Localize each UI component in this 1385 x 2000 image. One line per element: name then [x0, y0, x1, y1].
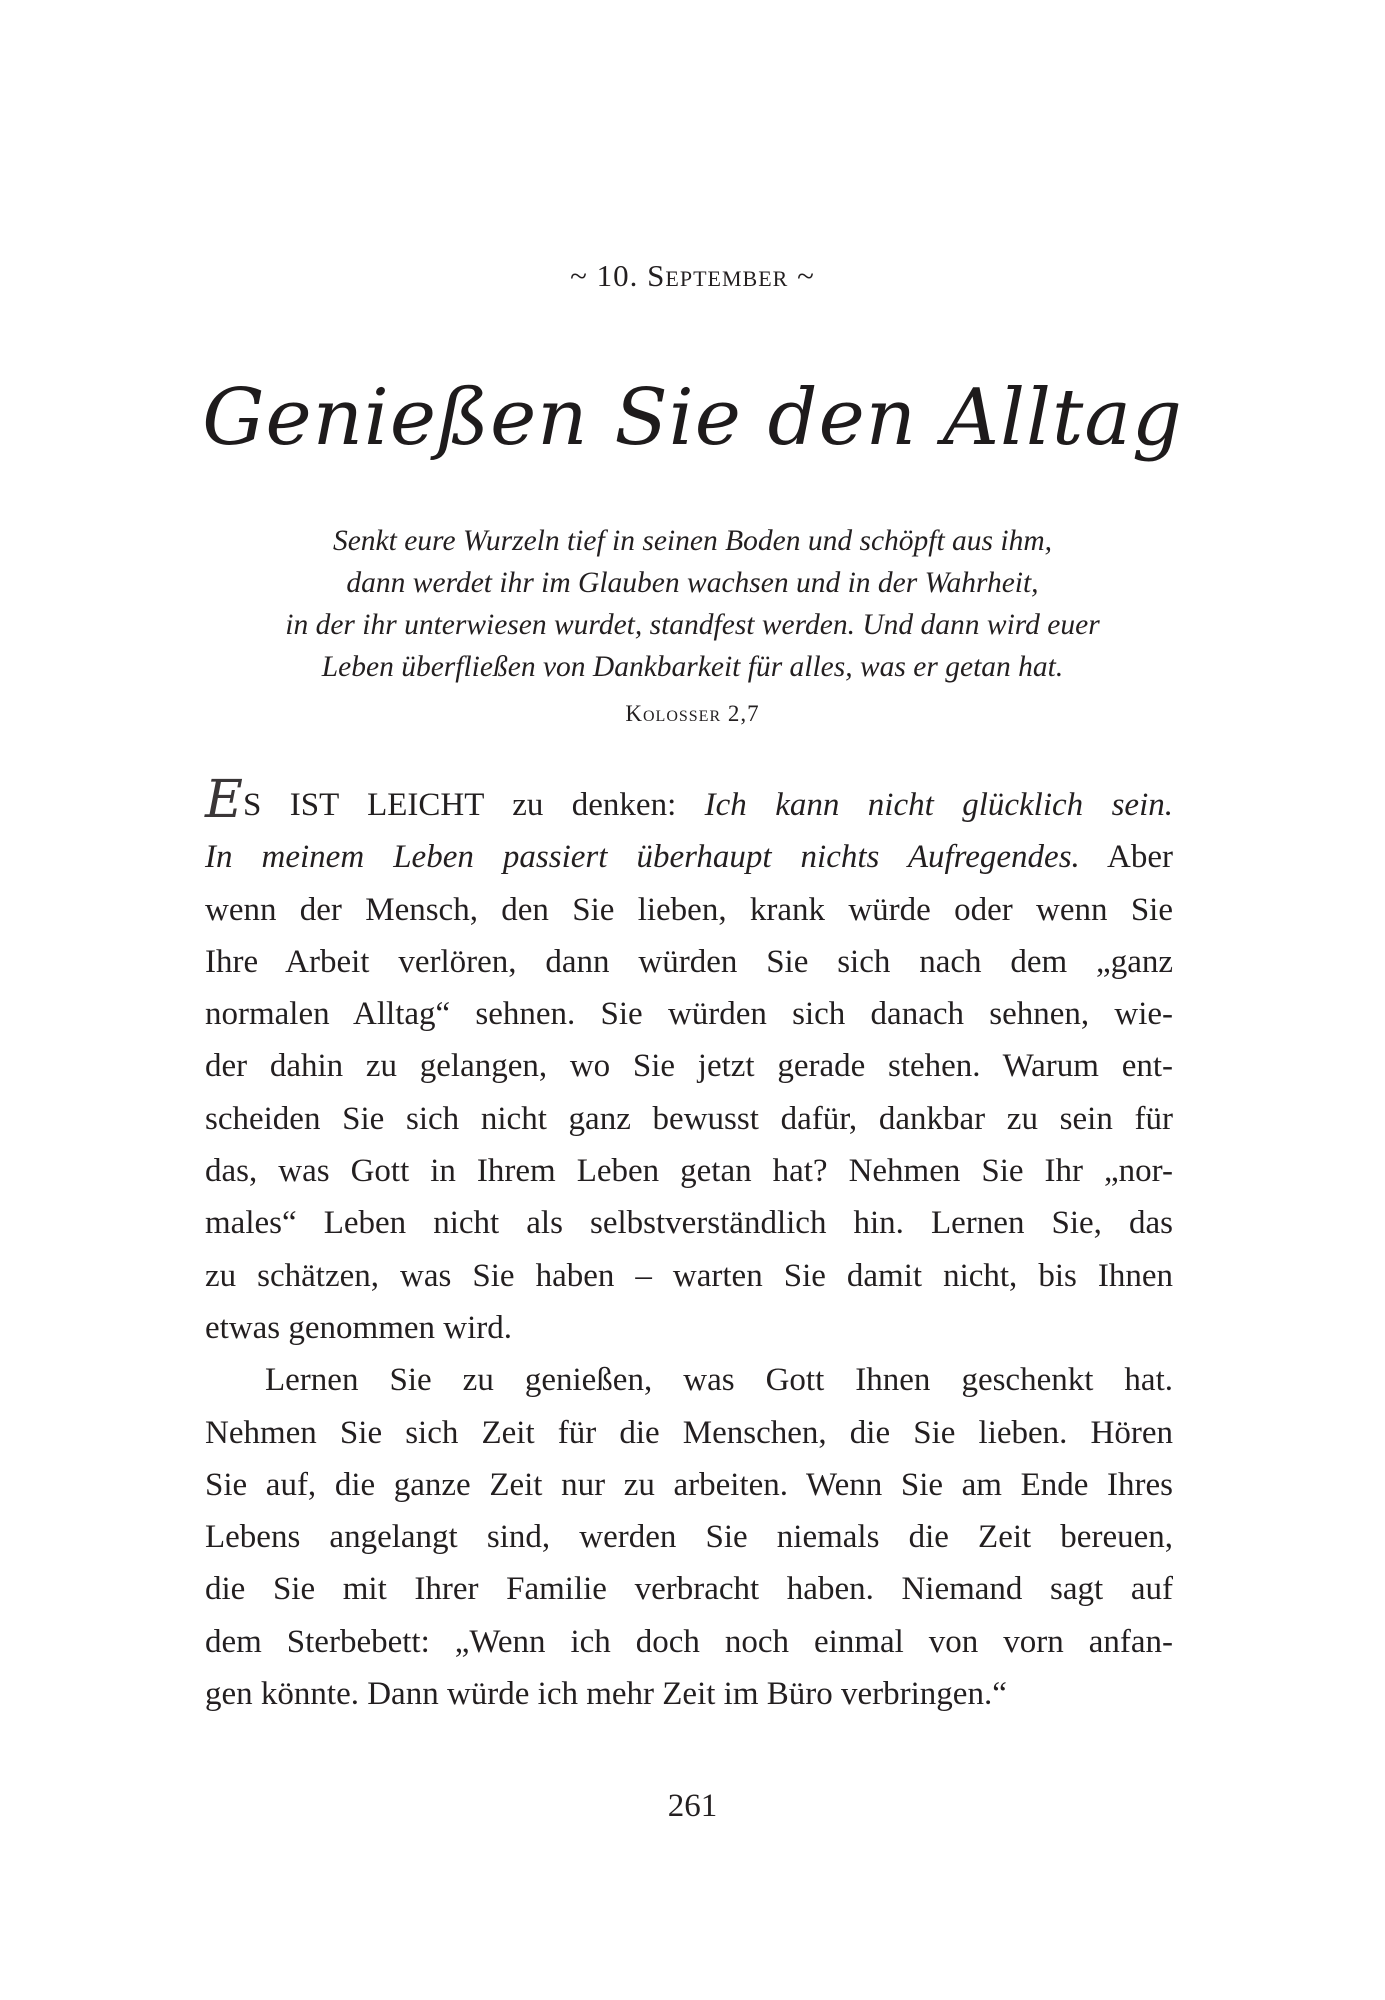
epigraph-line: Leben überfließen von Dankbarkeit für alles, was er getan hat. — [321, 651, 1064, 683]
paragraph-1-line: der dahin zu gelangen, wo Sie jetzt gerade stehen. Warum ent- — [205, 1048, 1173, 1085]
paragraph-2-line: Lernen Sie zu genießen, was Gott Ihnen geschenkt hat. — [265, 1362, 1173, 1399]
paragraph-1-line: males“ Leben nicht als selbstverständlich hin. Lernen Sie, das — [205, 1205, 1173, 1242]
drop-cap: E — [205, 770, 243, 830]
page-number: 261 — [667, 1788, 718, 1824]
paragraph-2-line: Lebens angelangt sind, werden Sie niemals die Zeit bereuen, — [205, 1519, 1173, 1556]
paragraph-1-line: wenn der Mensch, den Sie lieben, krank würde oder wenn Sie — [205, 891, 1173, 928]
paragraph-1-line: normalen Alltag“ sehnen. Sie würden sich danach sehnen, wie- — [205, 996, 1173, 1033]
epigraph-line: dann werdet ihr im Glauben wachsen und in der Wahrheit, — [346, 567, 1039, 599]
paragraph-1-line — [205, 831, 1173, 883]
scripture-reference: Kolosser 2,7 — [625, 701, 760, 726]
epigraph-line: in der ihr unterwiesen wurdet, standfest werden. Und dann wird euer — [285, 609, 1100, 641]
opening-text: S IST LEICHT zu denken: — [242, 787, 705, 823]
paragraph-1-line: Ihre Arbeit verlören, dann würden Sie sich nach dem „ganz — [205, 943, 1173, 980]
date-heading: ~ 10. September ~ — [570, 258, 815, 293]
paragraph-1-line — [205, 770, 1173, 831]
paragraph-2-line: gen könnte. Dann würde ich mehr Zeit im Büro verbringen.“ — [205, 1676, 1007, 1713]
paragraph-1-line: etwas genommen wird. — [205, 1309, 513, 1346]
paragraph-2-line: Nehmen Sie sich Zeit für die Menschen, die Sie lieben. Hören — [205, 1414, 1173, 1451]
epigraph-quote — [0, 520, 1385, 688]
paragraph-2-line: dem Sterbebett: „Wenn ich doch noch einmal von vorn anfan- — [205, 1623, 1173, 1660]
body-text — [205, 770, 1173, 1720]
paragraph-2-line: die Sie mit Ihrer Familie verbracht haben. Niemand sagt auf — [205, 1571, 1173, 1608]
text-run: Aber — [1079, 839, 1173, 876]
paragraph-1-line: zu schätzen, was Sie haben – warten Sie damit nicht, bis Ihnen — [205, 1257, 1173, 1294]
italic-thought: Ich kann nicht glücklich sein. — [704, 787, 1173, 823]
paragraph-1-line: scheiden Sie sich nicht ganz bewusst dafür, dankbar zu sein für — [205, 1100, 1173, 1137]
paragraph-1-line: das, was Gott in Ihrem Leben getan hat? Nehmen Sie Ihr „nor- — [205, 1153, 1173, 1190]
page-title: Genießen Sie den Alltag — [202, 373, 1183, 463]
epigraph-line: Senkt eure Wurzeln tief in seinen Boden und schöpft aus ihm, — [332, 525, 1053, 557]
italic-thought: In meinem Leben passiert überhaupt nichts Aufregendes. — [205, 839, 1080, 876]
paragraph-2-line: Sie auf, die ganze Zeit nur zu arbeiten. Wenn Sie am Ende Ihres — [205, 1466, 1173, 1503]
